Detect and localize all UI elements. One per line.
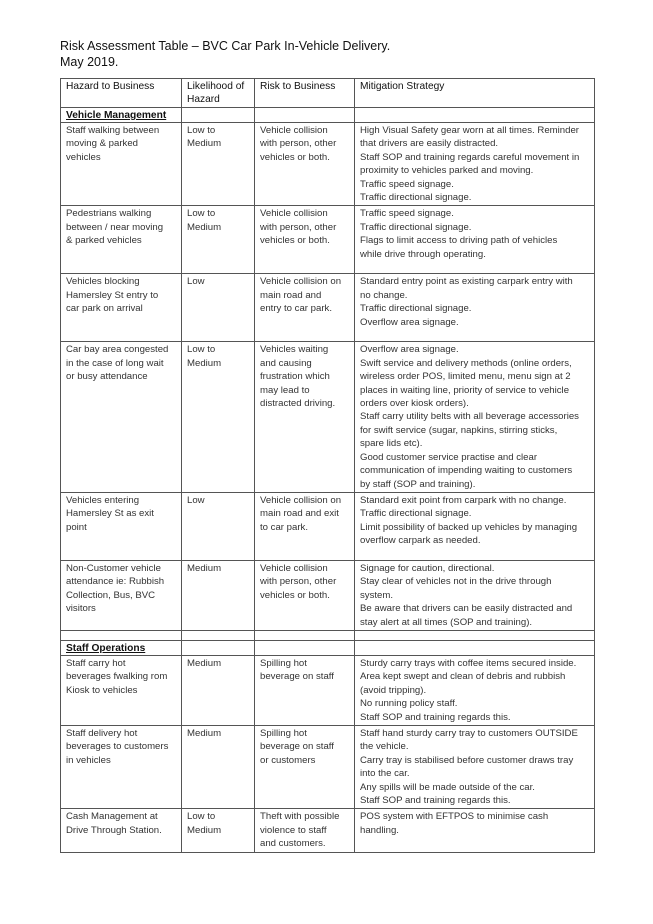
mitigation-line: Traffic speed signage.: [360, 208, 454, 220]
hazard-line: car park on arrival: [66, 303, 143, 315]
mitigation-line: No running policy staff.: [360, 698, 458, 710]
hazard-cell: [61, 492, 182, 560]
hazard-line: Staff carry hot: [66, 657, 126, 669]
mitigation-line: Traffic directional signage.: [360, 221, 472, 233]
section-empty-cell: [182, 108, 255, 123]
hazard-cell: [61, 725, 182, 808]
mitigation-line: into the car.: [360, 768, 410, 780]
hazard-line: attendance ie: Rubbish: [66, 576, 165, 588]
risk-line: violence to staff: [260, 824, 327, 836]
mitigation-cell: [355, 274, 595, 342]
mitigation-line: Carry tray is stabilised before customer draws tray: [360, 754, 574, 766]
likelihood-line: Low to: [187, 811, 216, 823]
risk-line: main road and: [260, 289, 322, 301]
likelihood-line: Medium: [187, 138, 222, 150]
mitigation-line: Swift service and delivery methods (online orders,: [360, 357, 572, 369]
mitigation-cell: [355, 123, 595, 206]
mitigation-line: places in waiting line, priority of service to vehicle: [360, 384, 570, 396]
mitigation-line: Traffic speed signage.: [360, 178, 454, 190]
mitigation-line: handling.: [360, 824, 399, 836]
likelihood-line: Medium: [187, 824, 222, 836]
mitigation-line: Staff hand sturdy carry tray to customers OUTSIDE: [360, 727, 578, 739]
section-header-row: [61, 108, 595, 123]
hazard-line: Vehicles blocking: [66, 276, 140, 288]
mitigation-line: Any spills will be made outside of the car.: [360, 781, 535, 793]
header-likelihood: Likelihood of Hazard: [182, 79, 255, 108]
mitigation-line: that drivers are easily distracted.: [360, 138, 499, 150]
risk-line: main road and exit: [260, 508, 339, 520]
hazard-line: between / near moving: [66, 221, 164, 233]
risk-line: and customers.: [260, 838, 326, 850]
mitigation-line: Traffic directional signage.: [360, 303, 472, 315]
risk-line: Spilling hot: [260, 657, 307, 669]
likelihood-line: Low: [187, 494, 205, 506]
likelihood-line: Low: [187, 276, 205, 288]
mitigation-line: stay alert at all times (SOP and training).: [360, 616, 533, 628]
risk-line: with person, other: [260, 221, 337, 233]
risk-line: vehicles or both.: [260, 589, 330, 601]
mitigation-line: overflow carpark as needed.: [360, 535, 481, 547]
risk-line: to car park.: [260, 521, 308, 533]
risk-line: with person, other: [260, 138, 337, 150]
mitigation-line: Traffic directional signage.: [360, 192, 472, 204]
mitigation-line: wireless order POS, limited menu, menu sign at 2: [360, 371, 571, 383]
mitigation-line: Overflow area signage.: [360, 344, 459, 356]
likelihood-cell: [182, 655, 255, 725]
likelihood-line: Medium: [187, 221, 222, 233]
likelihood-cell: [182, 809, 255, 852]
section-empty-cell: [255, 108, 355, 123]
table-row: [61, 492, 595, 560]
mitigation-line: Be aware that drivers can be easily distracted and: [360, 603, 573, 615]
risk-line: beverage on staff: [260, 671, 334, 683]
table-row: [61, 655, 595, 725]
section-header-row: [61, 640, 595, 655]
risk-line: distracted driving.: [260, 398, 336, 410]
hazard-cell: [61, 655, 182, 725]
table-row: [61, 725, 595, 808]
hazard-line: in vehicles: [66, 754, 111, 766]
hazard-line: Hamersley St entry to: [66, 289, 159, 301]
section-title-cell: [61, 108, 182, 123]
hazard-line: Car bay area congested: [66, 344, 169, 356]
hazard-line: Collection, Bus, BVC: [66, 589, 156, 601]
hazard-line: Pedestrians walking: [66, 208, 152, 220]
likelihood-cell: [182, 206, 255, 274]
risk-cell: [255, 274, 355, 342]
risk-line: vehicles or both.: [260, 151, 330, 163]
table-row: [61, 342, 595, 492]
likelihood-line: Low to: [187, 344, 216, 356]
mitigation-line: the vehicle.: [360, 741, 409, 753]
risk-line: or customers: [260, 754, 316, 766]
mitigation-line: spare lids etc).: [360, 438, 423, 450]
section-title: Vehicle Management: [66, 110, 167, 121]
section-empty-cell: [355, 108, 595, 123]
mitigation-line: (avoid tripping).: [360, 684, 427, 696]
mitigation-line: Standard entry point as existing carpark entry with: [360, 276, 573, 288]
table-body: [61, 108, 595, 853]
likelihood-line: Medium: [187, 562, 222, 574]
risk-cell: [255, 655, 355, 725]
risk-line: vehicles or both.: [260, 235, 330, 247]
table-row: [61, 809, 595, 852]
mitigation-line: Signage for caution, directional.: [360, 562, 495, 574]
hazard-cell: [61, 809, 182, 852]
title-line-1: Risk Assessment Table – BVC Car Park In-Vehicle Delivery.: [60, 39, 391, 53]
hazard-line: & parked vehicles: [66, 235, 142, 247]
hazard-cell: [61, 123, 182, 206]
mitigation-line: Overflow area signage.: [360, 316, 459, 328]
hazard-line: moving & parked: [66, 138, 138, 150]
risk-cell: [255, 809, 355, 852]
mitigation-line: Standard exit point from carpark with no change.: [360, 494, 567, 506]
mitigation-line: Flags to limit access to driving path of vehicles: [360, 235, 558, 247]
hazard-line: Hamersley St as exit: [66, 508, 154, 520]
mitigation-line: Staff SOP and training regards this.: [360, 795, 511, 806]
mitigation-line: communication of impending waiting to customers: [360, 465, 573, 477]
hazard-line: vehicles: [66, 151, 101, 163]
section-title: Staff Operations: [66, 642, 146, 654]
risk-line: Vehicle collision on: [260, 494, 342, 506]
hazard-line: Drive Through Station.: [66, 824, 162, 836]
header-row: [61, 79, 595, 108]
table-row: [61, 123, 595, 206]
title-line-2: May 2019.: [60, 55, 119, 69]
table-row: [61, 206, 595, 274]
section-empty-cell: [255, 640, 355, 655]
risk-cell: [255, 342, 355, 492]
hazard-line: Non-Customer vehicle: [66, 562, 161, 574]
risk-cell: [255, 560, 355, 630]
header-hazard: Hazard to Business: [61, 79, 182, 108]
hazard-cell: [61, 206, 182, 274]
risk-cell: [255, 725, 355, 808]
mitigation-line: Sturdy carry trays with coffee items secured inside.: [360, 657, 577, 669]
risk-line: Vehicle collision: [260, 208, 328, 220]
risk-line: Spilling hot: [260, 727, 307, 739]
hazard-cell: [61, 560, 182, 630]
risk-cell: [255, 123, 355, 206]
likelihood-line: Low to: [187, 125, 216, 136]
hazard-line: or busy attendance: [66, 371, 148, 383]
hazard-cell: [61, 274, 182, 342]
document-title: [60, 38, 390, 70]
risk-line: Vehicle collision: [260, 562, 328, 574]
risk-cell: [255, 492, 355, 560]
risk-line: frustration which: [260, 371, 330, 383]
spacer-cell: [355, 630, 595, 640]
mitigation-line: Good customer service practise and clear: [360, 451, 538, 463]
table-row: [61, 560, 595, 630]
mitigation-line: High Visual Safety gear worn at all times. Reminder: [360, 125, 579, 136]
risk-line: entry to car park.: [260, 303, 332, 315]
mitigation-cell: [355, 560, 595, 630]
mitigation-line: system.: [360, 589, 394, 601]
likelihood-cell: [182, 342, 255, 492]
likelihood-cell: [182, 560, 255, 630]
mitigation-cell: [355, 342, 595, 492]
risk-assessment-table: [60, 78, 595, 853]
hazard-line: beverages to customers: [66, 741, 169, 753]
risk-line: with person, other: [260, 576, 337, 588]
likelihood-cell: [182, 725, 255, 808]
section-title-cell: [61, 640, 182, 655]
header-risk: Risk to Business: [255, 79, 355, 108]
risk-line: and causing: [260, 357, 312, 369]
hazard-line: Kiosk to vehicles: [66, 684, 138, 696]
section-empty-cell: [355, 640, 595, 655]
mitigation-line: while drive through operating.: [360, 248, 486, 260]
mitigation-line: POS system with EFTPOS to minimise cash: [360, 811, 549, 823]
mitigation-cell: [355, 492, 595, 560]
mitigation-line: Staff SOP and training regards careful movement in: [360, 151, 580, 163]
hazard-line: visitors: [66, 603, 96, 615]
mitigation-line: Staff carry utility belts with all beverage accessories: [360, 411, 579, 423]
hazard-line: Vehicles entering: [66, 494, 140, 506]
table-row: [61, 274, 595, 342]
likelihood-cell: [182, 274, 255, 342]
risk-line: Vehicles waiting: [260, 344, 329, 356]
spacer-cell: [61, 630, 182, 640]
mitigation-line: Limit possibility of backed up vehicles by managing: [360, 521, 578, 533]
risk-line: Theft with possible: [260, 811, 340, 823]
spacer-cell: [182, 630, 255, 640]
likelihood-cell: [182, 492, 255, 560]
mitigation-line: Area kept swept and clean of debris and rubbish: [360, 671, 566, 683]
mitigation-cell: [355, 809, 595, 852]
risk-cell: [255, 206, 355, 274]
hazard-line: point: [66, 521, 87, 533]
likelihood-line: Low to: [187, 208, 216, 220]
hazard-line: beverages fwalking rom: [66, 671, 168, 683]
mitigation-line: Stay clear of vehicles not in the drive through: [360, 576, 552, 588]
risk-line: Vehicle collision: [260, 125, 328, 136]
risk-line: beverage on staff: [260, 741, 334, 753]
mitigation-cell: [355, 725, 595, 808]
hazard-line: Staff walking between: [66, 125, 160, 136]
likelihood-line: Medium: [187, 727, 222, 739]
spacer-cell: [255, 630, 355, 640]
likelihood-cell: [182, 123, 255, 206]
mitigation-line: Traffic directional signage.: [360, 508, 472, 520]
hazard-line: Cash Management at: [66, 811, 158, 823]
hazard-cell: [61, 342, 182, 492]
risk-line: Vehicle collision on: [260, 276, 342, 288]
likelihood-line: Medium: [187, 357, 222, 369]
spacer-row: [61, 630, 595, 640]
mitigation-cell: [355, 655, 595, 725]
mitigation-line: proximity to vehicles parked and moving.: [360, 165, 534, 177]
hazard-line: Staff delivery hot: [66, 727, 138, 739]
likelihood-line: Medium: [187, 657, 222, 669]
mitigation-line: by staff (SOP and training).: [360, 478, 476, 490]
risk-line: may lead to: [260, 384, 310, 396]
header-mitigation: Mitigation Strategy: [355, 79, 595, 108]
hazard-line: in the case of long wait: [66, 357, 164, 369]
mitigation-line: orders over kiosk orders).: [360, 398, 469, 410]
mitigation-line: no change.: [360, 289, 408, 301]
mitigation-cell: [355, 206, 595, 274]
section-empty-cell: [182, 640, 255, 655]
mitigation-line: Staff SOP and training regards this.: [360, 711, 511, 723]
mitigation-line: for swift service (sugar, napkins, stirring sticks,: [360, 424, 558, 436]
